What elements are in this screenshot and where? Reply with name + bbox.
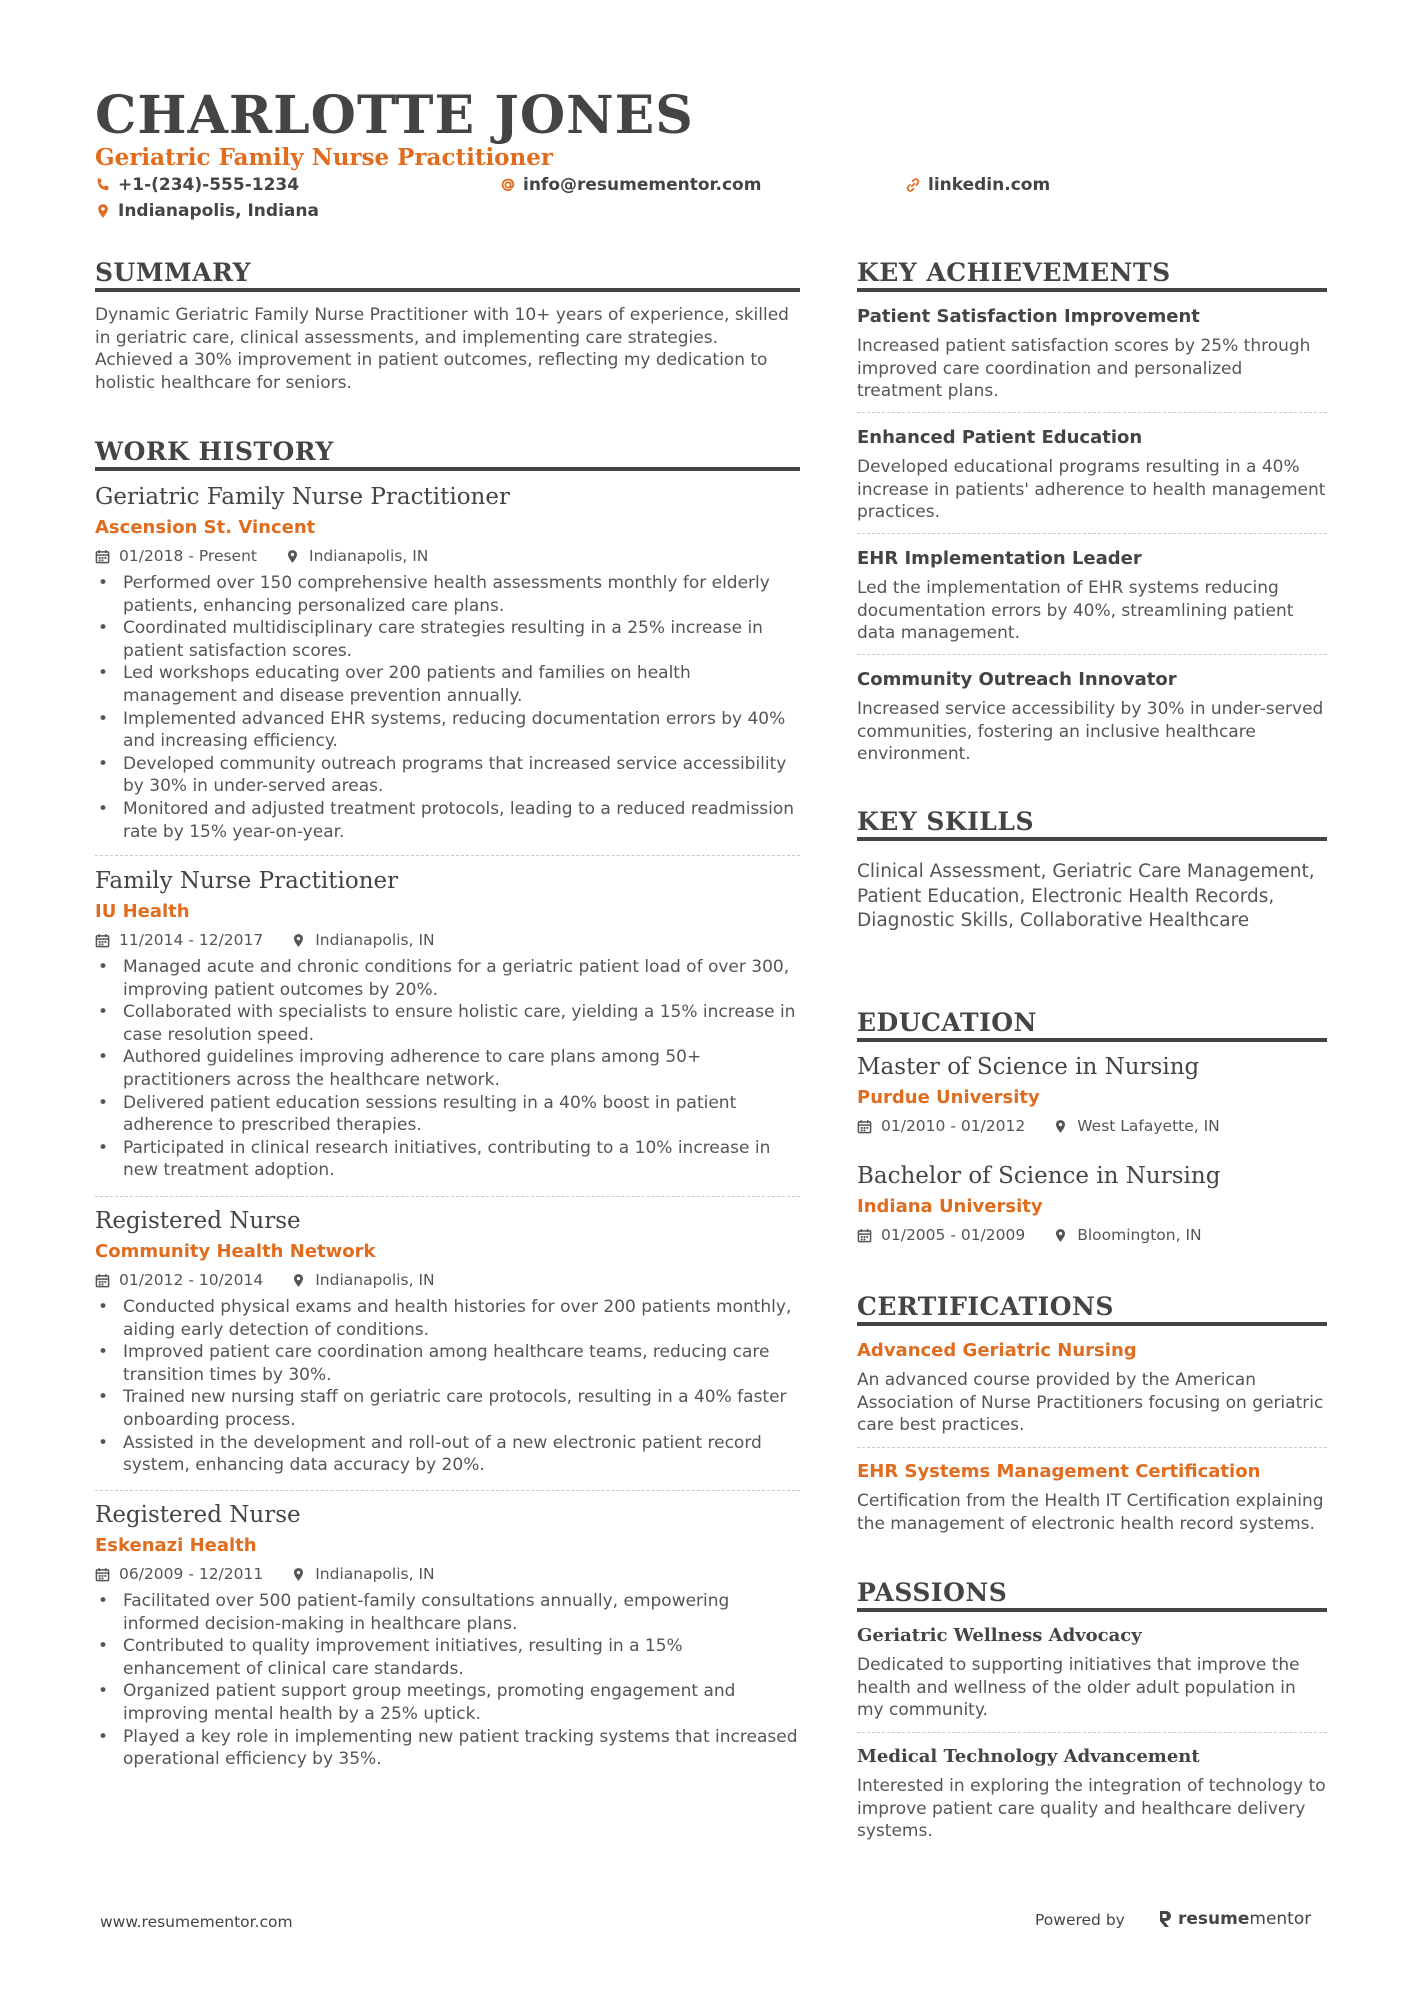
passion-description: Dedicated to supporting initiatives that improve the health and wellness of the older adult population in my community.	[857, 1655, 1300, 1721]
education-dates: 01/2005 - 01/2009	[881, 1226, 1026, 1244]
job-dates: 11/2014 - 12/2017	[119, 931, 264, 949]
job-bullet: • Authored guidelines improving adherence to care plans among 50+ practitioners across the healthcare network.	[95, 1046, 800, 1091]
achievement-item	[857, 668, 1327, 766]
email-text: info@resumementor.com	[523, 175, 762, 195]
job-employer: Eskenazi Health	[95, 1535, 257, 1556]
achievement-description: Increased service accessibility by 30% in under-served communities, fostering an inclusive healthcare environment.	[857, 699, 1324, 765]
summary-rule	[95, 288, 800, 292]
job-dates: 06/2009 - 12/2011	[119, 1565, 264, 1583]
location-pin-icon	[1053, 1119, 1068, 1134]
job-meta	[95, 1270, 800, 1290]
calendar-icon	[95, 933, 110, 948]
at-icon	[500, 177, 516, 193]
job-bullet: • Trained new nursing staff on geriatric care protocols, resulting in a 40% faster onboarding process.	[95, 1386, 800, 1431]
certification-description: Certification from the Health IT Certification explaining the management of electronic health record systems.	[857, 1491, 1324, 1534]
job-title: Registered Nurse	[95, 1502, 301, 1528]
job-bullet: • Implemented advanced EHR systems, reducing documentation errors by 40% and increasing efficiency.	[95, 708, 800, 753]
work-history-heading: WORK HISTORY	[95, 437, 334, 466]
job-bullets	[95, 956, 800, 1182]
job-employer: Ascension St. Vincent	[95, 517, 316, 538]
job-bullets	[95, 1590, 800, 1771]
skills-rule	[857, 837, 1327, 841]
entry-divider	[857, 1732, 1327, 1733]
resumementor-logo[interactable]	[1157, 1908, 1311, 1930]
job-location: Indianapolis, IN	[315, 1565, 435, 1583]
location-pin-icon	[291, 1273, 306, 1288]
job-bullet: • Monitored and adjusted treatment protocols, leading to a reduced readmission rate by 15% year-on-year.	[95, 798, 800, 843]
passion-item	[857, 1624, 1327, 1722]
skills-text: Clinical Assessment, Geriatric Care Management, Patient Education, Electronic Health Records, Diagnostic Skills, Collaborative Healthcare	[857, 861, 1315, 931]
school-name: Purdue University	[857, 1087, 1040, 1108]
job-bullet: • Coordinated multidisciplinary care strategies resulting in a 25% increase in patient satisfaction scores.	[95, 617, 800, 662]
achievement-title: Enhanced Patient Education	[857, 427, 1143, 448]
job-dates: 01/2018 - Present	[119, 547, 257, 565]
entry-divider	[857, 412, 1327, 413]
degree-title: Bachelor of Science in Nursing	[857, 1163, 1221, 1189]
achievements-heading: KEY ACHIEVEMENTS	[857, 258, 1171, 287]
certifications-rule	[857, 1322, 1327, 1326]
entry-divider	[95, 855, 800, 856]
passion-title: Medical Technology Advancement	[857, 1746, 1200, 1767]
calendar-icon	[95, 1273, 110, 1288]
passion-description: Interested in exploring the integration of technology to improve patient care quality and healthcare delivery systems.	[857, 1776, 1326, 1842]
job-bullet: • Managed acute and chronic conditions for a geriatric patient load of over 300, improving patient outcomes by 20%.	[95, 956, 800, 1001]
calendar-icon	[857, 1228, 872, 1243]
job-bullet: • Organized patient support group meetings, promoting engagement and improving mental health by a 25% uptick.	[95, 1680, 800, 1725]
entry-divider	[857, 654, 1327, 655]
work-history-rule	[95, 467, 800, 471]
location-text: Indianapolis, Indiana	[118, 201, 319, 221]
achievement-description: Developed educational programs resulting in a 40% increase in patients' adherence to health management practices.	[857, 457, 1326, 523]
summary-text: Dynamic Geriatric Family Nurse Practitioner with 10+ years of experience, skilled in geriatric care, clinical assessments, and implementing care strategies. Achieved a 30% improvement in patient outcomes, reflecting my dedication to holistic healthcare for seniors.	[95, 305, 789, 393]
entry-divider	[857, 1447, 1327, 1448]
job-bullet: • Performed over 150 comprehensive health assessments monthly for elderly patients, enhancing personalized care plans.	[95, 572, 800, 617]
passion-title: Geriatric Wellness Advocacy	[857, 1625, 1142, 1646]
education-rule	[857, 1038, 1327, 1042]
location-pin-icon	[285, 549, 300, 564]
skills-heading: KEY SKILLS	[857, 807, 1035, 836]
achievement-title: EHR Implementation Leader	[857, 548, 1142, 569]
job-bullet: • Facilitated over 500 patient-family consultations annually, empowering informed decision-making in healthcare plans.	[95, 1590, 800, 1635]
job-bullets	[95, 572, 800, 843]
linkedin-contact[interactable]	[905, 174, 1050, 196]
education-dates: 01/2010 - 01/2012	[881, 1117, 1026, 1135]
job-title: Family Nurse Practitioner	[95, 868, 399, 894]
job-bullet: • Delivered patient education sessions resulting in a 40% boost in patient adherence to prescribed therapies.	[95, 1092, 800, 1137]
calendar-icon	[95, 549, 110, 564]
education-entry	[857, 1161, 1327, 1245]
job-bullet: • Assisted in the development and roll-out of a new electronic patient record system, enhancing data accuracy by 20%.	[95, 1432, 800, 1477]
job-bullets	[95, 1296, 800, 1477]
job-bullet: • Contributed to quality improvement initiatives, resulting in a 15% enhancement of clinical care standards.	[95, 1635, 800, 1680]
achievement-item	[857, 305, 1327, 403]
location-pin-icon	[95, 203, 111, 219]
education-heading: EDUCATION	[857, 1008, 1037, 1037]
passions-heading: PASSIONS	[857, 1578, 1008, 1607]
achievement-description: Led the implementation of EHR systems reducing documentation errors by 40%, streamlining patient data management.	[857, 578, 1294, 644]
education-entry	[857, 1052, 1327, 1136]
calendar-icon	[857, 1119, 872, 1134]
job-employer: IU Health	[95, 901, 190, 922]
certification-item	[857, 1339, 1327, 1437]
certification-description: An advanced course provided by the American Association of Nurse Practitioners focusing on geriatric care best practices.	[857, 1370, 1324, 1436]
job-bullet: • Played a key role in implementing new patient tracking systems that increased operational efficiency by 35%.	[95, 1726, 800, 1771]
work-entry	[95, 482, 800, 843]
candidate-headline: Geriatric Family Nurse Practitioner	[95, 144, 553, 171]
passion-item	[857, 1745, 1327, 1843]
achievement-item	[857, 426, 1327, 524]
job-dates: 01/2012 - 10/2014	[119, 1271, 264, 1289]
degree-title: Master of Science in Nursing	[857, 1054, 1200, 1080]
achievement-title: Community Outreach Innovator	[857, 669, 1177, 690]
job-location: Indianapolis, IN	[315, 1271, 435, 1289]
link-icon	[905, 177, 921, 193]
entry-divider	[95, 1490, 800, 1491]
certification-title: EHR Systems Management Certification	[857, 1461, 1261, 1482]
email-contact[interactable]	[500, 174, 761, 196]
certification-item	[857, 1460, 1327, 1535]
footer-powered-by: Powered by	[1035, 1911, 1125, 1929]
certifications-heading: CERTIFICATIONS	[857, 1292, 1114, 1321]
summary-heading: SUMMARY	[95, 258, 251, 287]
job-meta	[95, 546, 800, 566]
education-meta	[857, 1116, 1327, 1136]
logo-text-bold: resume	[1178, 1909, 1250, 1929]
location-pin-icon	[1053, 1228, 1068, 1243]
achievement-item	[857, 547, 1327, 645]
certification-title: Advanced Geriatric Nursing	[857, 1340, 1137, 1361]
calendar-icon	[95, 1567, 110, 1582]
passions-rule	[857, 1608, 1327, 1612]
job-meta	[95, 1564, 800, 1584]
achievements-rule	[857, 288, 1327, 292]
education-meta	[857, 1225, 1327, 1245]
footer-website-link[interactable]: www.resumementor.com	[100, 1913, 293, 1931]
phone-icon	[95, 177, 111, 193]
logo-text-light: mentor	[1249, 1909, 1312, 1929]
job-bullet: • Participated in clinical research initiatives, contributing to a 10% increase in new treatment adoption.	[95, 1137, 800, 1182]
school-name: Indiana University	[857, 1196, 1043, 1217]
education-location: Bloomington, IN	[1077, 1226, 1202, 1244]
achievement-title: Patient Satisfaction Improvement	[857, 306, 1200, 327]
entry-divider	[857, 533, 1327, 534]
entry-divider	[95, 1196, 800, 1197]
job-bullet: • Conducted physical exams and health histories for over 200 patients monthly, aiding early detection of conditions.	[95, 1296, 800, 1341]
location-pin-icon	[291, 933, 306, 948]
job-location: Indianapolis, IN	[309, 547, 429, 565]
work-entry	[95, 1500, 800, 1771]
location-pin-icon	[291, 1567, 306, 1582]
job-title: Registered Nurse	[95, 1208, 301, 1234]
job-bullet: • Developed community outreach programs that increased service accessibility by 30% in under-served areas.	[95, 753, 800, 798]
phone-text: +1-(234)-555-1234	[118, 175, 300, 195]
work-entry	[95, 1206, 800, 1477]
work-entry	[95, 866, 800, 1182]
job-bullet: • Improved patient care coordination among healthcare teams, reducing care transition times by 30%.	[95, 1341, 800, 1386]
achievement-description: Increased patient satisfaction scores by 25% through improved care coordination and personalized treatment plans.	[857, 336, 1311, 402]
job-title: Geriatric Family Nurse Practitioner	[95, 484, 510, 510]
job-meta	[95, 930, 800, 950]
education-location: West Lafayette, IN	[1077, 1117, 1220, 1135]
logo-mark-icon	[1157, 1909, 1173, 1929]
candidate-name: CHARLOTTE JONES	[95, 85, 694, 146]
job-bullet: • Collaborated with specialists to ensure holistic care, yielding a 15% increase in case resolution speed.	[95, 1001, 800, 1046]
job-location: Indianapolis, IN	[315, 931, 435, 949]
location-contact	[95, 200, 319, 222]
linkedin-text: linkedin.com	[928, 175, 1051, 195]
phone-contact[interactable]	[95, 174, 299, 196]
job-bullet: • Led workshops educating over 200 patients and families on health management and disease prevention annually.	[95, 662, 800, 707]
job-employer: Community Health Network	[95, 1241, 376, 1262]
